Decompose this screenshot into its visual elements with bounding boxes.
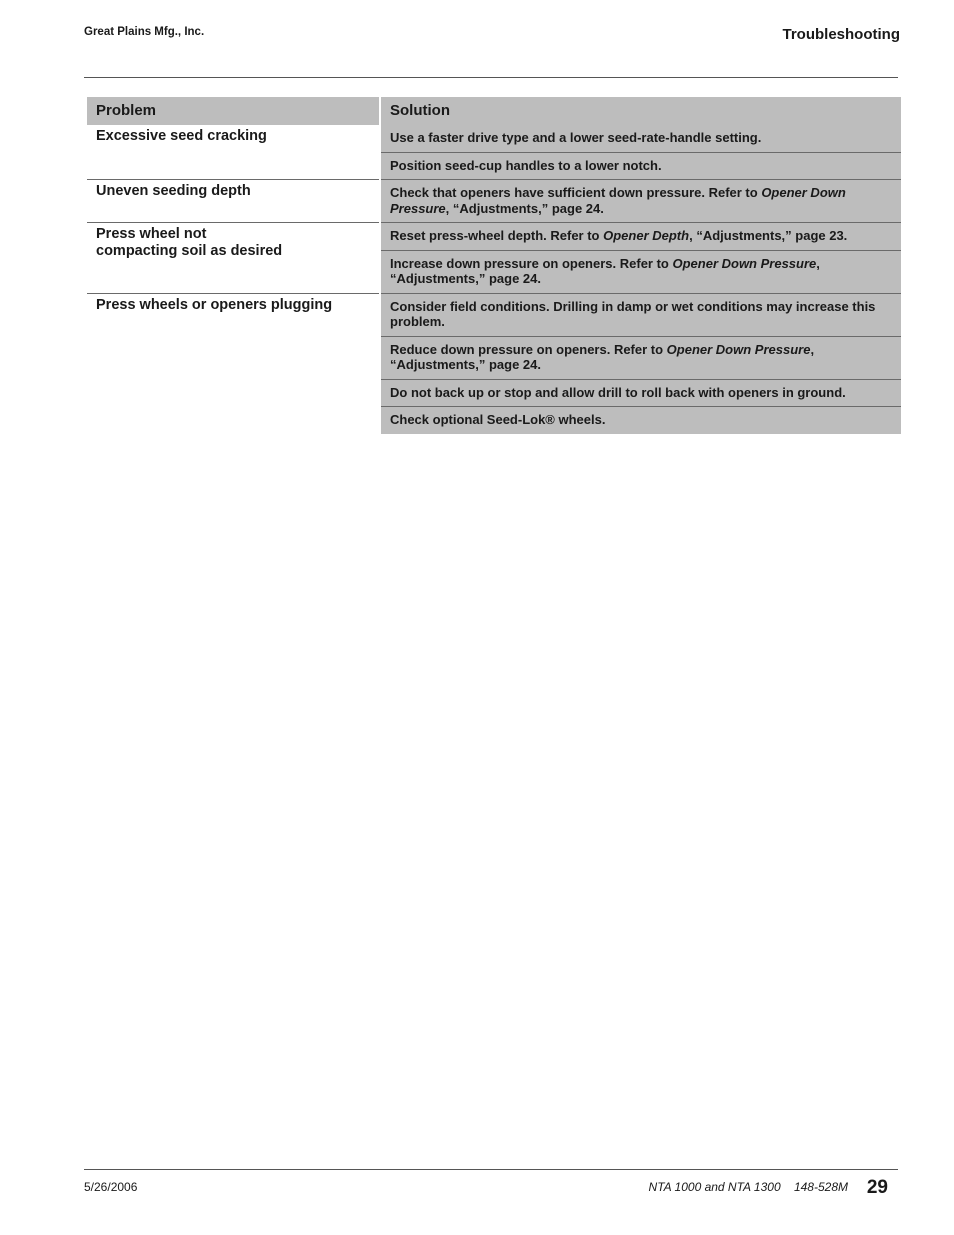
solution-text: Check that openers have sufficient down pressure. Refer to (390, 185, 762, 200)
problem-line: Press wheel not (96, 226, 207, 242)
solution-text: , “Adjustments,” page 24. (390, 341, 815, 372)
header-rule (84, 77, 898, 78)
solution-text: Reset press-wheel depth. Refer to (390, 228, 604, 243)
problem-cell: Uneven seeding depth (87, 180, 380, 223)
section-title: Troubleshooting (782, 26, 900, 43)
solution-cell: Use a faster drive type and a lower seed-rate-handle setting. (380, 125, 901, 152)
solution-text: Increase down pressure on openers. Refer to (390, 255, 673, 271)
solution-text: , “Adjustments,” page 24. (445, 200, 604, 216)
table-row (87, 125, 901, 152)
table-row (87, 223, 901, 251)
footer-date: 5/26/2006 (84, 1180, 138, 1194)
reference-title: Opener Down Pressure (390, 185, 846, 216)
solution-cell: Position seed-cup handles to a lower notch. (380, 152, 901, 180)
table-row (87, 180, 901, 223)
column-header-solution: Solution (380, 97, 901, 125)
solution-text: Reduce down pressure on openers. Refer to (390, 341, 667, 357)
reference-title: Opener Down Pressure (672, 255, 817, 271)
table-row (87, 293, 901, 336)
solution-cell (380, 180, 901, 223)
solution-cell (380, 336, 901, 379)
reference-title: Opener Depth (603, 228, 690, 243)
solution-text: , “Adjustments,” page 24. (390, 255, 820, 286)
reference-title: Opener Down Pressure (666, 341, 811, 357)
solution-cell: Consider field conditions. Drilling in damp or wet conditions may increase this problem. (380, 293, 901, 336)
footer-model-number: NTA 1000 and NTA 1300 148-528M (648, 1180, 848, 1194)
solution-cell (380, 223, 901, 251)
solution-text: , “Adjustments,” page 23. (689, 228, 848, 243)
table-header-row (87, 97, 901, 125)
problem-line: compacting soil as desired (96, 243, 283, 259)
column-header-problem: Problem (87, 97, 380, 125)
problem-cell: Press wheels or openers plugging (87, 293, 380, 434)
solution-cell: Do not back up or stop and allow drill to roll back with openers in ground. (380, 379, 901, 407)
solution-cell (380, 250, 901, 293)
problem-cell (87, 223, 380, 294)
solution-cell: Check optional Seed-Lok® wheels. (380, 407, 901, 434)
page-number: 29 (866, 1177, 888, 1198)
problem-cell: Excessive seed cracking (87, 125, 380, 180)
company-name: Great Plains Mfg., Inc. (84, 26, 205, 38)
footer-rule (84, 1169, 898, 1170)
troubleshooting-table (87, 97, 901, 434)
